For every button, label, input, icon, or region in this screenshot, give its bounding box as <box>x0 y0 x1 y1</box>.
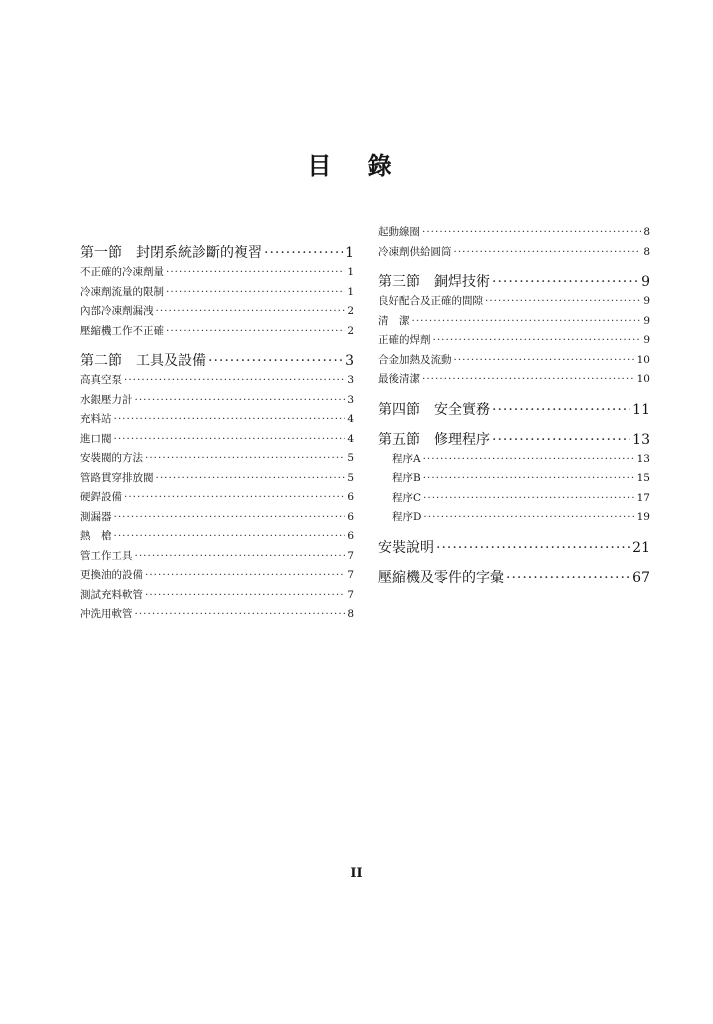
leader-dots <box>114 413 346 425</box>
toc-item-entry[interactable] <box>80 392 354 412</box>
toc-right-column <box>378 224 650 589</box>
toc-entry-page: 10 <box>636 353 650 366</box>
toc-entry-label: 第五節 修理程序 <box>378 431 490 448</box>
toc-item-entry[interactable] <box>80 264 354 284</box>
toc-subitem-entry[interactable] <box>378 509 650 529</box>
leader-dots <box>114 530 346 542</box>
toc-item-entry[interactable] <box>80 411 354 431</box>
toc-subitem-entry[interactable] <box>378 470 650 490</box>
leader-dots <box>492 402 630 418</box>
toc-left-column <box>80 242 354 626</box>
toc-item-entry[interactable] <box>80 450 354 470</box>
toc-entry-label: 程序A <box>392 452 421 465</box>
toc-entry-label: 冷凍劑流量的限制 <box>80 285 164 298</box>
toc-item-entry[interactable] <box>378 313 650 333</box>
toc-entry-page: 9 <box>643 295 650 307</box>
leader-dots <box>124 491 345 503</box>
toc-entry-label: 合金加熱及流動 <box>378 353 452 366</box>
leader-dots <box>135 394 346 406</box>
toc-entry-page: 3 <box>347 374 354 386</box>
toc-section-entry[interactable] <box>378 537 650 559</box>
toc-entry-page: 2 <box>347 324 354 337</box>
toc-entry-page: 4 <box>347 432 354 445</box>
leader-dots <box>145 589 345 601</box>
toc-entry-label: 第二節 工具及設備 <box>80 353 206 369</box>
toc-item-entry[interactable] <box>378 244 650 264</box>
toc-entry-label: 程序C <box>392 491 422 504</box>
toc-entry-page: 7 <box>347 588 354 601</box>
toc-item-entry[interactable] <box>378 224 650 244</box>
leader-dots <box>423 472 635 484</box>
toc-entry-page: 6 <box>347 510 354 523</box>
toc-entry-label: 最後清潔 <box>378 373 420 385</box>
leader-dots <box>264 245 343 261</box>
toc-item-entry[interactable] <box>378 293 650 313</box>
toc-item-entry[interactable] <box>80 372 354 392</box>
toc-entry-label: 良好配合及正確的間隙 <box>378 295 483 307</box>
toc-entry-page: 13 <box>632 431 650 448</box>
toc-entry-label: 進口閥 <box>80 432 112 445</box>
leader-dots <box>135 608 346 620</box>
leader-dots <box>454 246 642 258</box>
leader-dots <box>436 540 630 556</box>
toc-entry-label: 程序B <box>392 472 421 484</box>
toc-entry-page: 1 <box>347 266 354 278</box>
toc-entry-label: 冷凍劑供給圓筒 <box>378 245 452 258</box>
toc-item-entry[interactable] <box>80 470 354 490</box>
toc-item-entry[interactable] <box>80 567 354 587</box>
toc-section-entry[interactable] <box>378 271 650 293</box>
toc-entry-page: 7 <box>347 569 354 581</box>
toc-entry-label: 清 潔 <box>378 314 410 327</box>
toc-entry-page: 19 <box>636 511 650 523</box>
toc-item-entry[interactable] <box>80 303 354 323</box>
page-number: II <box>350 866 363 881</box>
toc-section-entry[interactable] <box>80 350 354 372</box>
toc-entry-page: 9 <box>643 334 650 346</box>
toc-entry-page: 8 <box>347 608 354 620</box>
leader-dots <box>485 295 641 307</box>
toc-item-entry[interactable] <box>80 431 354 451</box>
leader-dots <box>156 472 346 484</box>
toc-entry-label: 壓縮機及零件的字彙 <box>378 569 504 586</box>
toc-section-entry[interactable] <box>378 429 650 451</box>
toc-entry-page: 15 <box>636 472 650 484</box>
toc-entry-page: 6 <box>347 491 354 503</box>
toc-item-entry[interactable] <box>80 284 354 304</box>
toc-subitem-entry[interactable] <box>378 451 650 471</box>
leader-dots <box>423 511 634 523</box>
toc-entry-page: 5 <box>347 471 354 484</box>
toc-item-entry[interactable] <box>80 606 354 626</box>
toc-item-entry[interactable] <box>378 352 650 372</box>
toc-entry-page: 9 <box>641 274 650 290</box>
toc-entry-label: 充料站 <box>80 413 112 425</box>
toc-entry-page: 21 <box>632 539 650 556</box>
toc-item-entry[interactable] <box>378 371 650 391</box>
leader-dots <box>422 226 641 238</box>
toc-entry-page: 6 <box>347 530 354 542</box>
toc-section-entry[interactable] <box>378 399 650 421</box>
leader-dots <box>114 511 346 523</box>
toc-entry-label: 管路貫穿排放閥 <box>80 471 154 484</box>
leader-dots <box>208 353 343 369</box>
leader-dots <box>454 354 635 366</box>
toc-entry-label: 第三節 銅焊技術 <box>378 274 490 290</box>
toc-entry-label: 壓縮機工作不正確 <box>80 324 164 337</box>
leader-dots <box>145 452 345 464</box>
leader-dots <box>166 266 345 278</box>
leader-dots <box>114 433 346 445</box>
toc-entry-page: 3 <box>347 393 354 406</box>
toc-entry-label: 水銀壓力計 <box>80 393 133 406</box>
toc-entry-label: 高真空泵 <box>80 374 122 386</box>
leader-dots <box>506 570 630 586</box>
leader-dots <box>412 315 642 327</box>
leader-dots <box>433 334 642 346</box>
leader-dots <box>422 373 635 385</box>
toc-entry-label: 測漏器 <box>80 510 112 523</box>
toc-item-entry[interactable] <box>80 548 354 568</box>
toc-entry-page: 4 <box>347 413 354 425</box>
toc-entry-label: 第一節 封閉系統診斷的複習 <box>80 245 262 261</box>
toc-entry-label: 起動線圈 <box>378 226 420 238</box>
toc-entry-label: 熱 槍 <box>80 530 112 542</box>
page-title: 目 錄 <box>307 151 406 180</box>
leader-dots <box>492 274 639 290</box>
toc-item-entry[interactable] <box>80 587 354 607</box>
toc-entry-page: 1 <box>345 245 354 261</box>
leader-dots <box>156 305 346 317</box>
toc-section-entry[interactable] <box>80 242 354 264</box>
toc-entry-label: 內部冷凍劑漏洩 <box>80 305 154 317</box>
toc-entry-label: 更換油的設備 <box>80 569 143 581</box>
toc-subitem-entry[interactable] <box>378 490 650 510</box>
toc-item-entry[interactable] <box>80 323 354 343</box>
toc-entry-label: 第四節 安全實務 <box>378 401 490 418</box>
leader-dots <box>492 432 630 448</box>
leader-dots <box>135 550 346 562</box>
toc-entry-page: 8 <box>643 226 650 238</box>
toc-entry-page: 13 <box>636 452 650 465</box>
leader-dots <box>423 453 635 465</box>
toc-entry-page: 2 <box>347 305 354 317</box>
toc-entry-label: 不正確的冷凍劑量 <box>80 266 164 278</box>
toc-entry-page: 1 <box>347 285 354 298</box>
toc-entry-page: 8 <box>643 245 650 258</box>
leader-dots <box>166 325 345 337</box>
toc-entry-label: 測試充料軟管 <box>80 588 143 601</box>
toc-section-entry[interactable] <box>378 567 650 589</box>
toc-entry-label: 冲洗用軟管 <box>80 608 133 620</box>
toc-entry-label: 硬銲設備 <box>80 491 122 503</box>
toc-entry-label: 程序D <box>392 511 422 523</box>
toc-entry-page: 3 <box>345 353 354 369</box>
toc-entry-label: 管工作工具 <box>80 549 133 562</box>
toc-item-entry[interactable] <box>378 332 650 352</box>
leader-dots <box>145 569 345 581</box>
toc-entry-page: 9 <box>643 314 650 327</box>
leader-dots <box>124 374 345 386</box>
leader-dots <box>423 492 635 504</box>
leader-dots <box>166 286 345 298</box>
toc-entry-page: 10 <box>636 373 650 385</box>
toc-entry-label: 安裝閥的方法 <box>80 452 143 464</box>
toc-item-entry[interactable] <box>80 489 354 509</box>
toc-item-entry[interactable] <box>80 509 354 529</box>
toc-entry-page: 7 <box>347 549 354 562</box>
toc-item-entry[interactable] <box>80 528 354 548</box>
toc-entry-page: 17 <box>636 491 650 504</box>
toc-entry-label: 正確的焊劑 <box>378 334 431 346</box>
toc-entry-page: 5 <box>347 452 354 464</box>
toc-entry-page: 67 <box>632 569 650 586</box>
toc-entry-page: 11 <box>632 401 650 418</box>
toc-entry-label: 安裝說明 <box>378 539 434 556</box>
